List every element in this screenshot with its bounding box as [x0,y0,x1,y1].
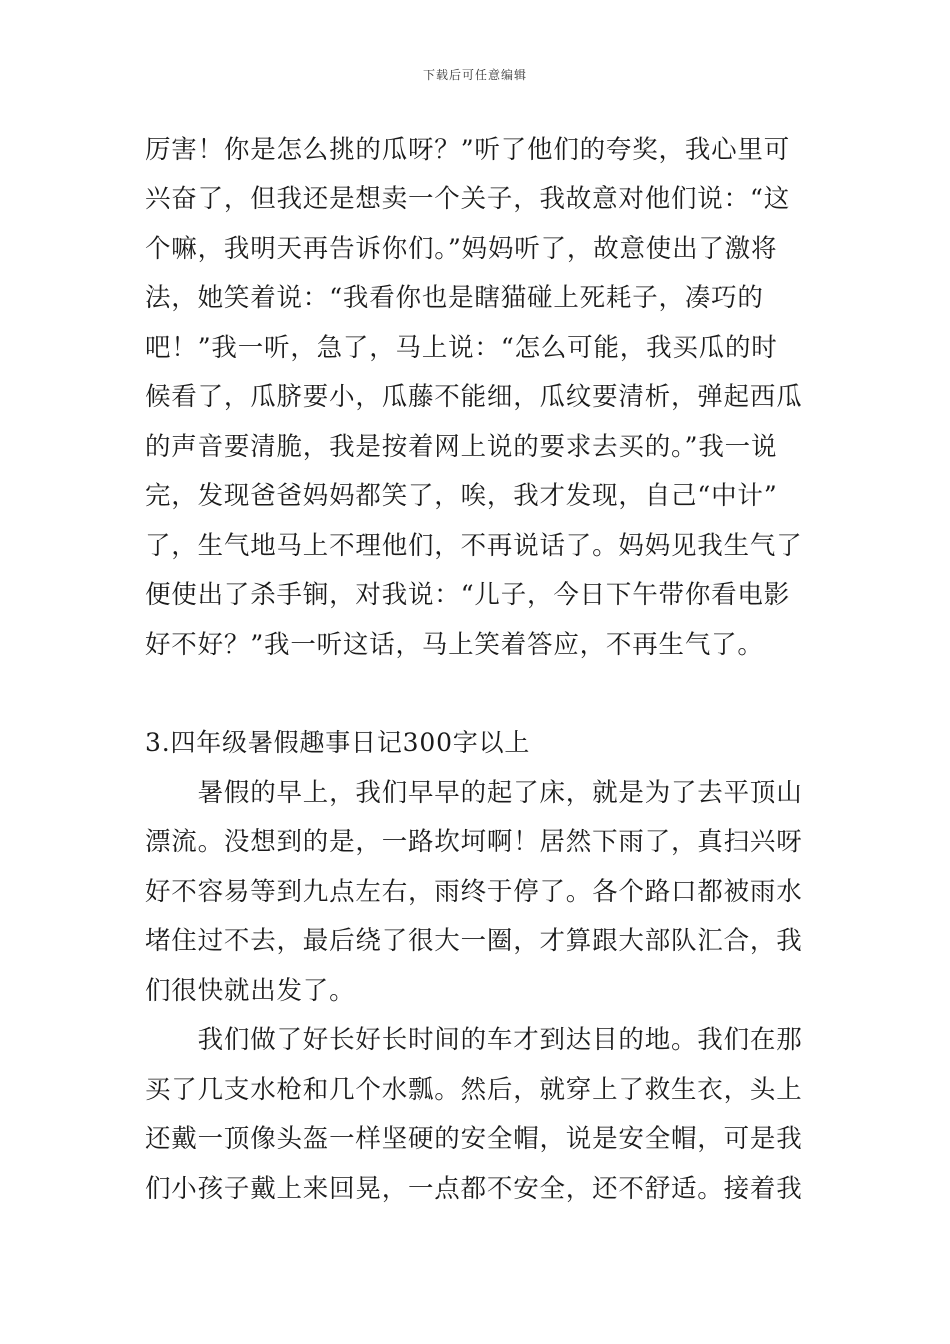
text-line: 堵住过不去，最后绕了很大一圈，才算跟大部队汇合，我 [145,926,803,956]
text-line: 候看了，瓜脐要小，瓜藤不能细，瓜纹要清析，弹起西瓜 [145,382,803,412]
text-line: 我们做了好长好长时间的车才到达目的地。我们在那 [145,1025,803,1055]
text-line: 买了几支水枪和几个水瓢。然后，就穿上了救生衣，头上 [145,1075,803,1105]
text-line: 兴奋了，但我还是想卖一个关子，我故意对他们说：“这 [145,184,791,214]
text-line: 们小孩子戴上来回晃，一点都不安全，还不舒适。接着我 [145,1174,803,1204]
text-line: 个嘛，我明天再告诉你们。”妈妈听了，故意使出了激将 [145,234,778,264]
text-line: 了，生气地马上不理他们，不再说话了。妈妈见我生气了 [145,531,803,561]
text-line: 法，她笑着说：“我看你也是瞎猫碰上死耗子，凑巧的 [145,283,764,313]
text-line: 还戴一顶像头盔一样坚硬的安全帽，说是安全帽，可是我 [145,1124,803,1154]
text-line: 吧！”我一听，急了，马上说：“怎么可能，我买瓜的时 [145,333,778,363]
text-line: 暑假的早上，我们早早的起了床，就是为了去平顶山 [145,778,803,808]
text-line: 厉害！你是怎么挑的瓜呀？”听了他们的夸奖，我心里可 [145,135,791,165]
text-line: 好不容易等到九点左右，雨终于停了。各个路口都被雨水 [145,877,803,907]
text-line: 便使出了杀手锏，对我说：“儿子，今日下午带你看电影 [145,580,791,610]
section-heading: 3.四年级暑假趣事日记300字以上 [145,728,531,757]
text-line: 漂流。没想到的是，一路坎坷啊！居然下雨了，真扫兴呀 [145,827,803,857]
text-line: 好不好？”我一听这话，马上笑着答应，不再生气了。 [145,630,764,660]
page-header: 下载后可任意编辑 [422,68,527,82]
text-line: 完，发现爸爸妈妈都笑了，唉，我才发现，自己“中计” [145,481,778,511]
text-line: 们很快就出发了。 [145,976,356,1006]
text-line: 的声音要清脆，我是按着网上说的要求去买的。”我一说 [145,432,778,462]
